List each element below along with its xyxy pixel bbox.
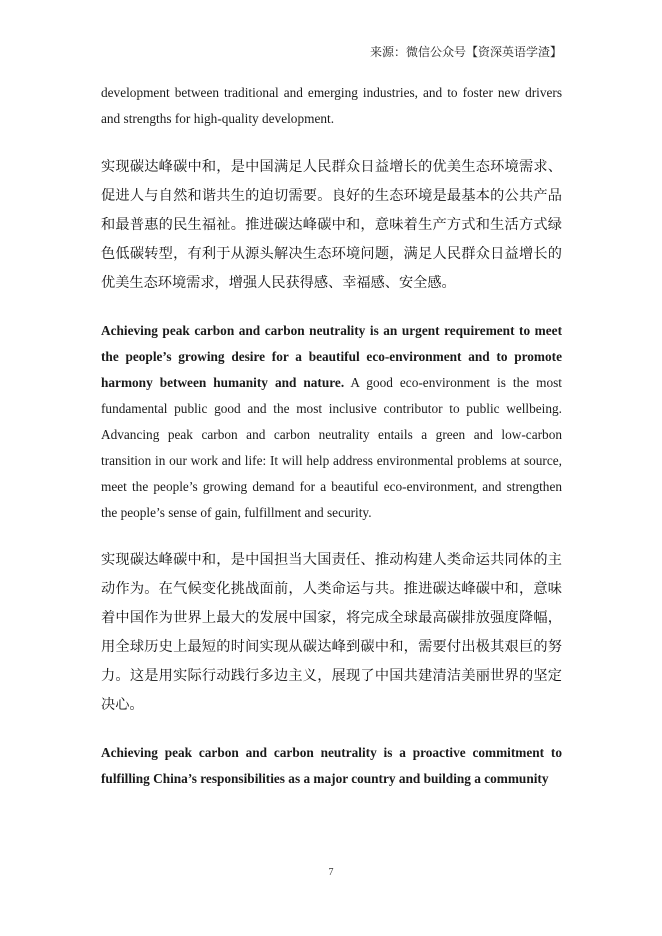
source-header: 来源：微信公众号【资深英语学渣】	[369, 45, 562, 59]
paragraph-en-2-lead: Achieving peak carbon and carbon neutrality is an urgent requirement to meet the people’s growing desire for a beautiful eco-environment and to promote harmony between humanity and nature.	[101, 323, 562, 390]
paragraph-zh-1: 实现碳达峰碳中和，是中国满足人民群众日益增长的优美生态环境需求、促进人与自然和谐共生的迫切需要。良好的生态环境是最基本的公共产品和最普惠的民生福祉。推进碳达峰碳中和，意味着生产方式和生活方式绿色低碳转型，有利于从源头解决生态环境问题，满足人民群众日益增长的优美生态环境需求，增强人民获得感、幸福感、安全感。	[101, 159, 562, 291]
paragraph-en-2	[101, 318, 562, 526]
paragraph-en-3	[101, 740, 562, 792]
paragraph-zh-2: 实现碳达峰碳中和，是中国担当大国责任、推动构建人类命运共同体的主动作为。在气候变化挑战面前，人类命运与共。推进碳达峰碳中和，意味着中国作为世界上最大的发展中国家，将完成全球最高碳排放强度降幅，用全球历史上最短的时间实现从碳达峰到碳中和，需要付出极其艰巨的努力。这是用实际行动践行多边主义，展现了中国共建清洁美丽世界的坚定决心。	[101, 552, 562, 713]
document-body	[101, 80, 562, 792]
paragraph-en-3-lead: Achieving peak carbon and carbon neutrality is a proactive commitment to fulfilling China’s responsibilities as a major country and building a community	[101, 745, 562, 786]
paragraph-en-1: development between traditional and emerging industries, and to foster new drivers and strengths for high-quality development.	[101, 85, 562, 126]
paragraph-en-2-body: A good eco-environment is the most fundamental public good and the most inclusive contributor to public wellbeing. Advancing peak carbon and carbon neutrality entails a green and low-carbon transition in our work and life: It will help address environmental problems at source, meet the people’s growing demand for a beautiful eco-environment, and strengthen the people’s sense of gain, fulfillment and security.	[101, 375, 562, 520]
page-number: 7	[328, 867, 334, 878]
